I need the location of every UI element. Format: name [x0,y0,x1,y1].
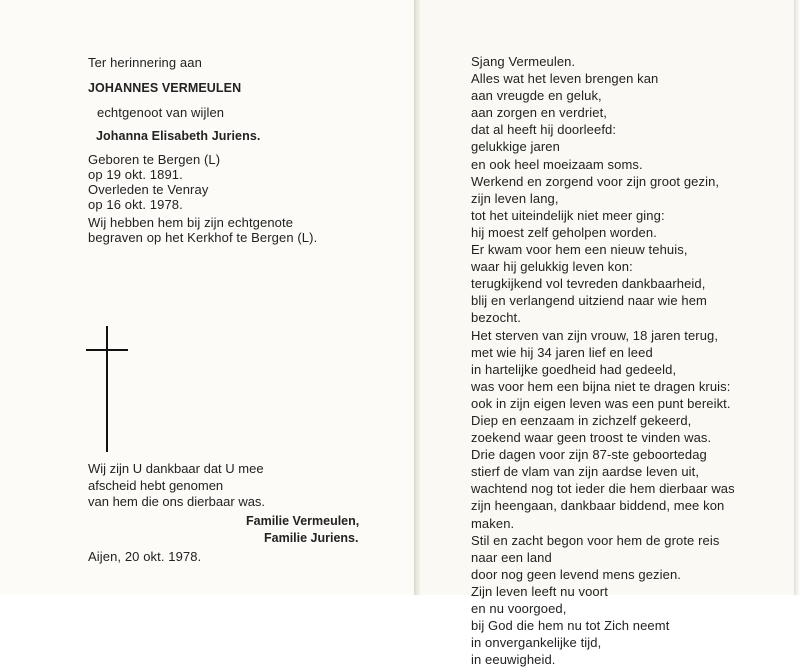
spouse-intro: echtgenoot van wijlen [97,105,225,120]
poem-line: zijn heengaan, dankbaar biddend, mee kon [471,498,725,514]
poem-line: stierf de vlam van zijn aardse leven uit, [471,464,700,480]
poem-line: was voor hem een bijna niet te dragen kruis: [471,378,731,394]
poem-line: ook in zijn eigen leven was een punt bereikt. [471,395,731,411]
poem-line: Er kwam voor hem een nieuw tehuis, [471,242,688,258]
poem-line: maken. [471,515,515,531]
spouse-name: Johanna Elisabeth Juriens. [96,129,261,143]
poem-line: bezocht. [471,310,521,326]
died-place: Overleden te Venray [88,182,209,197]
poem-line: terugkijkend vol tevreden dankbaarheid, [471,276,706,292]
poem-line: zoekend waar geen troost te vinden was. [471,430,712,446]
poem-line: Alles wat het leven brengen kan [471,71,659,87]
poem-line: gelukkige jaren [471,139,560,155]
poem-line: zijn leven lang, [471,190,559,206]
thanks-line: afscheid hebt genomen [88,477,224,493]
poem-line: dat al heeft hij doorleefd: [471,122,617,138]
poem-line: bij God die hem nu tot Zich neemt [471,618,670,634]
poem-line: in onvergankelijke tijd, [471,635,602,651]
poem-line: waar hij gelukkig leven kon: [471,259,633,275]
born-place: Geboren te Bergen (L) [88,152,221,167]
poem-line: Werkend en zorgend voor zijn groot gezin, [471,173,720,189]
left-page [0,0,414,595]
poem-line: Zijn leven leeft nu voort [471,583,608,599]
thanks-block [88,461,265,511]
poem-line: Het sterven van zijn vrouw, 18 jaren terug, [471,327,719,343]
poem-line: wachtend nog tot ieder die hem dierbaar was [471,481,735,497]
poem-line: aan zorgen en verdriet, [471,105,607,121]
died-date: op 16 okt. 1978. [88,197,183,212]
poem-line: tot het uiteindelijk niet meer ging: [471,207,665,223]
burial-line-1: Wij hebben hem bij zijn echtgenote [88,215,294,230]
poem-line: naar een land [471,549,552,565]
poem-line: Drie dagen voor zijn 87-ste geboortedag [471,447,707,463]
poem-line: hij moest zelf geholpen worden. [471,224,657,240]
poem-line: Stil en zacht begon voor hem de grote reis [471,532,720,548]
poem-line: Sjang Vermeulen. [471,54,576,69]
burial-line-2: begraven op het Kerkhof te Bergen (L). [88,230,318,245]
poem-line: Diep en eenzaam in zichzelf gekeerd, [471,412,692,428]
poem-line: met wie hij 34 jaren lief en leed [471,344,653,360]
thanks-line: van hem die ons dierbaar was. [88,494,266,509]
place-date: Aijen, 20 okt. 1978. [88,549,202,564]
deceased-name: JOHANNES VERMEULEN [88,81,242,95]
poem-line: in hartelijke goedheid had gedeeld, [471,361,677,377]
card-edge [794,0,800,595]
poem-line: blij en verlangend uitziend naar wie hem [471,293,707,309]
thanks-line: Wij zijn U dankbaar dat U mee [88,461,264,476]
family-signature-1: Familie Vermeulen, [246,514,360,528]
poem-line: aan vreugde en geluk, [471,88,602,104]
family-signature-2: Familie Juriens. [264,531,359,545]
poem-line: en nu voorgoed, [471,601,567,616]
poem [471,53,735,668]
born-date: op 19 okt. 1891. [88,167,183,182]
intro-text: Ter herinnering aan [88,55,202,70]
poem-line: in eeuwigheid. [471,652,556,668]
poem-line: door nog geen levend mens gezien. [471,566,682,582]
poem-line: en ook heel moeizaam soms. [471,156,643,172]
